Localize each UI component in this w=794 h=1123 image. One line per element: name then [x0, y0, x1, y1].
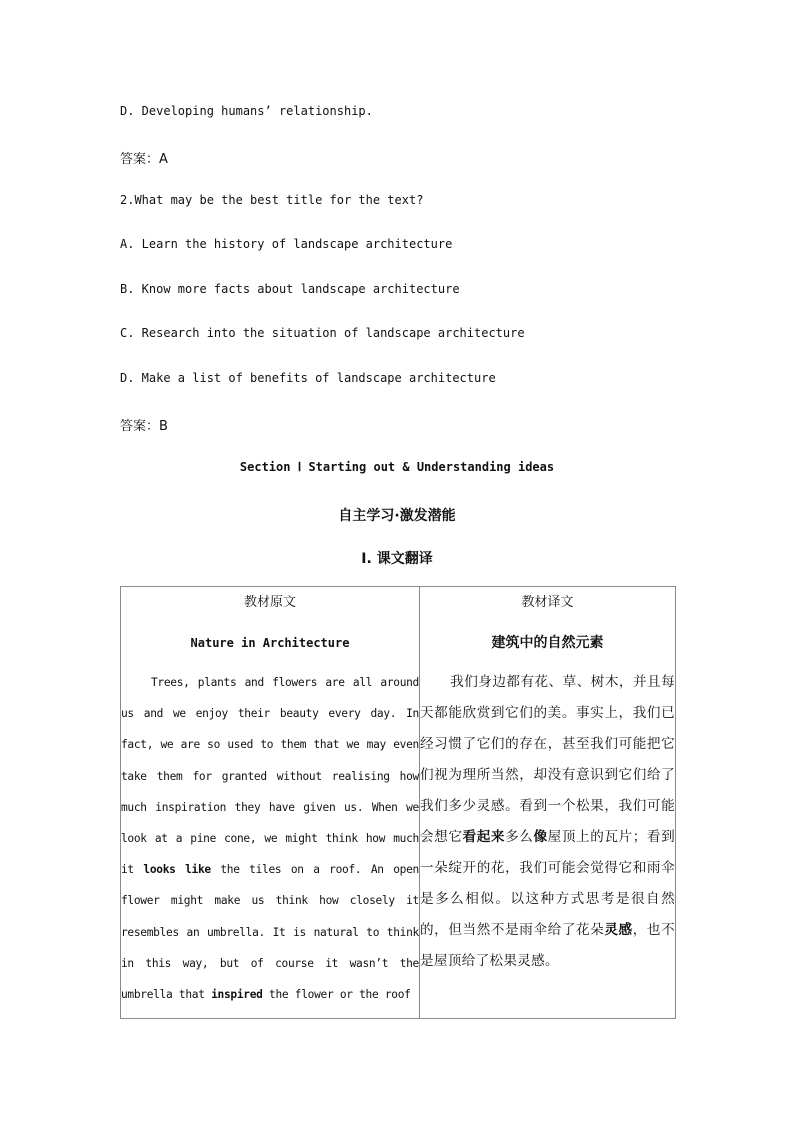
translation-part: ，也不是屋顶给了松果灵感。	[420, 922, 675, 969]
key-phrase-cn-1: 看起来	[462, 829, 506, 845]
q2-option-d: D. Make a list of benefits of landscape architecture	[120, 371, 496, 385]
part-heading: Ⅰ. 课文翻译	[361, 551, 433, 567]
key-phrase-looks-like: looks like	[143, 863, 211, 877]
original-text-column	[121, 587, 420, 1019]
passage-part: the flower or the roof	[262, 988, 411, 1002]
translation-part: 屋顶上的瓦片；看到一朵绽开的花，我们可能会觉得它和雨伞是多么相似。以这种方式思考是很自然的，但当然不是雨伞给了花朵	[420, 829, 675, 938]
translation-header: 教材译文	[521, 595, 574, 610]
original-title: Nature in Architecture	[190, 636, 350, 650]
translation-table	[120, 586, 676, 1019]
original-passage	[121, 667, 419, 1010]
original-text-header: 教材原文	[243, 595, 296, 610]
key-word-inspired: inspired	[211, 988, 263, 1002]
subheading: 自主学习·激发潜能	[338, 508, 456, 524]
translation-part: 我们身边都有花、草、树木，并且每天都能欣赏到它们的美。事实上，我们已经习惯了它们的存在，甚至我们可能把它们视为理所当然，却没有意识到它们给了我们多少灵感。看到一个松果，我们可能会想它	[420, 674, 675, 845]
section-heading: Section Ⅰ Starting out & Understanding ideas	[239, 460, 555, 474]
passage-part: Trees, plants and flowers are all around us and we enjoy their beauty every day. In fact, we are so used to them that we may even take them for granted without realising how much inspiration they have given us. When we look at a pine cone, we might think how much it	[121, 676, 419, 877]
q2-option-c: C. Research into the situation of landscape architecture	[120, 326, 525, 340]
translation-part: 多么	[505, 829, 534, 845]
translation-passage	[420, 667, 675, 977]
q2-option-a: A. Learn the history of landscape architecture	[120, 237, 453, 251]
key-phrase-cn-2: 像	[533, 829, 548, 845]
translation-title: 建筑中的自然元素	[491, 635, 604, 651]
q2-question: 2.What may be the best title for the text?	[120, 193, 424, 207]
key-phrase-cn-3: 灵感	[604, 922, 633, 938]
q1-option-d: D. Developing humans’ relationship.	[120, 104, 373, 118]
q2-option-b: B. Know more facts about landscape architecture	[120, 282, 460, 296]
translation-column	[420, 587, 676, 1019]
q1-answer: 答案：A	[120, 152, 168, 167]
q2-answer: 答案：B	[120, 419, 168, 434]
passage-part: the tiles on a roof. An open flower might make us think how closely it resembles an umbrella. It is natural to think in this way, but of course it wasn’t the umbrella that	[121, 863, 419, 1002]
